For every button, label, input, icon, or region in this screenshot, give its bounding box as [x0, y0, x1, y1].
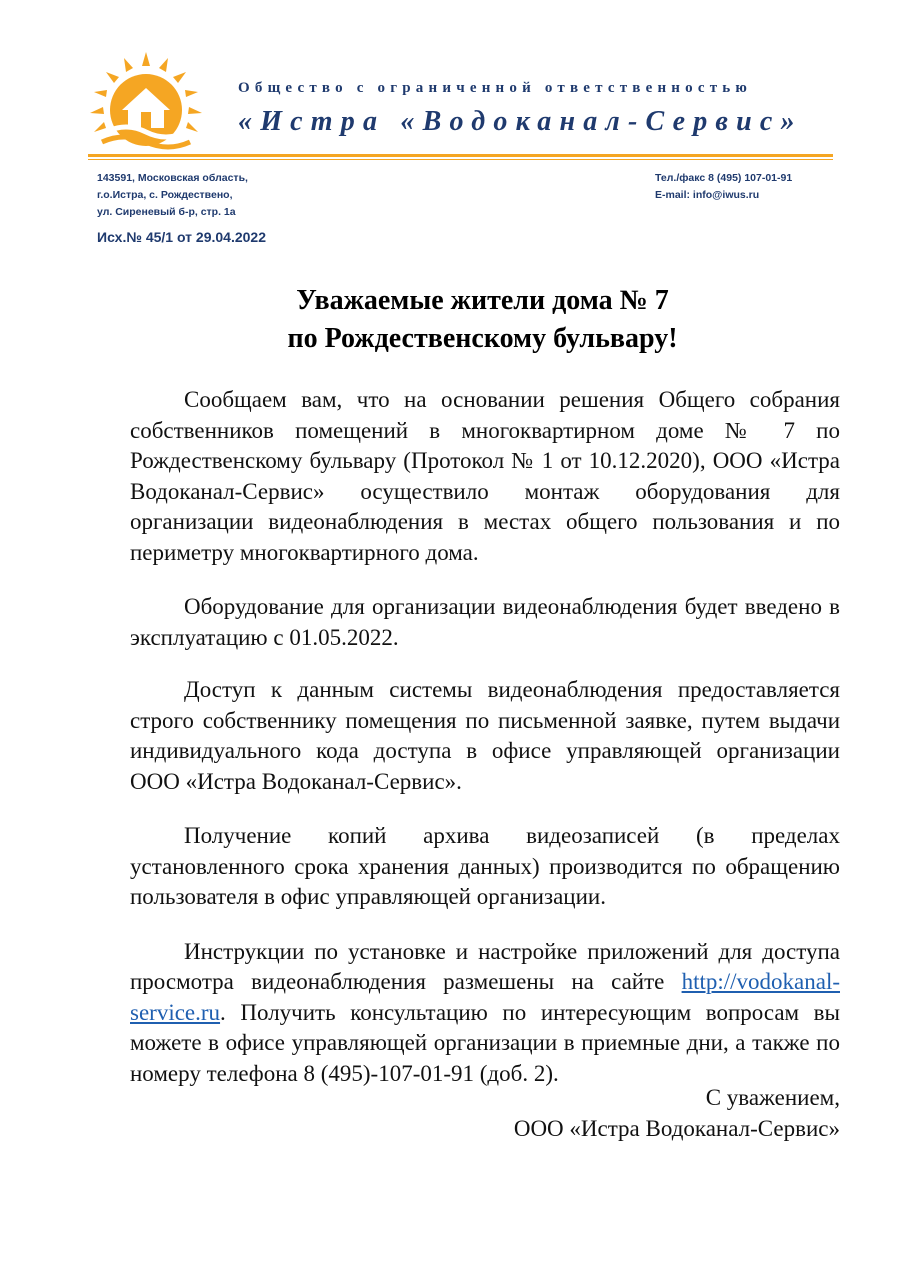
signature-block: [514, 1083, 840, 1144]
paragraph: Получение копий архива видеозаписей (в пределах установленного срока хранения данных) производится по обращению пользователя в офис управляющей организации.: [130, 823, 840, 909]
paragraph-text: Инструкции по установке и настройке приложений для доступа просмотра видеонаблюдения размешены на сайте: [130, 938, 840, 994]
company-address: [97, 170, 248, 221]
address-line: 143591, Московская область,: [97, 172, 248, 184]
closing: С уважением,: [705, 1085, 840, 1110]
phone-fax: Тел./факс 8 (495) 107-01-91: [655, 172, 793, 184]
paragraph-text: . Получить консультацию по интересующим вопросам вы можете в офисе управляющей организации в приемные дни, а также по номеру телефона 8 (495)-107-01-91 (доб. 2).: [130, 999, 840, 1086]
address-line: г.о.Истра, с. Рождествено,: [97, 189, 233, 201]
header-rule: [88, 154, 833, 157]
paragraph: Доступ к данным системы видеонаблюдения предоставляется строго собственнику помещения по письменной заявке, путем выдачи индивидуального кода доступа в офисе управляющей организации ООО «Истра Водоканал-Сервис».: [130, 677, 840, 794]
company-logo: [88, 50, 204, 152]
heading-line: по Рождественскому бульвару!: [287, 323, 678, 354]
header-rule-thin: [88, 159, 833, 160]
paragraph: Оборудование для организации видеонаблюдения будет введено в эксплуатацию с 01.05.2022.: [130, 594, 840, 650]
company-type: Общество с ограниченной ответственностью: [238, 80, 753, 96]
website-link[interactable]: http://vodokanal-service.ru: [130, 969, 840, 1025]
address-line: ул. Сиреневый б-р, стр. 1а: [97, 206, 236, 218]
signatory: ООО «Истра Водоканал-Сервис»: [513, 1115, 840, 1141]
letter-body: [130, 385, 840, 1113]
company-contacts: [655, 170, 792, 204]
heading-line: Уважаемые жители дома № 7: [296, 285, 669, 316]
letter-heading: [90, 282, 875, 358]
outgoing-number: Исх.№ 45/1 от 29.04.2022: [97, 229, 266, 245]
paragraph: Сообщаем вам, что на основании решения Общего собрания собственников помещений в многоквартирном доме № 7 по Рождественскому бульвару (Протокол № 1 от 10.12.2020), ООО «Истра Водоканал-Сервис» осуществило монтаж оборудования для организации видеонаблюдения в местах общего пользования и по периметру многоквартирного дома.: [130, 387, 840, 565]
company-name: «Истра «Водоканал-Сервис»: [238, 106, 803, 137]
paragraph: [130, 937, 840, 1090]
email: E-mail: info@iwus.ru: [655, 189, 760, 201]
